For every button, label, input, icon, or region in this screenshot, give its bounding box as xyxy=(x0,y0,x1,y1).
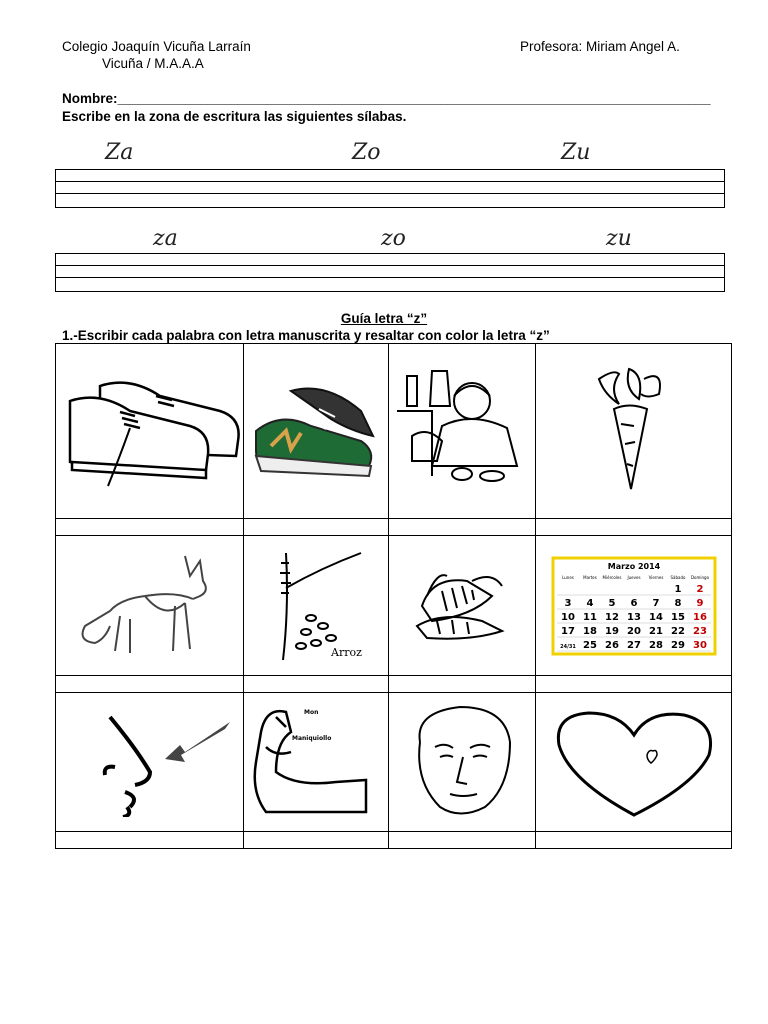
nose-icon xyxy=(65,707,235,817)
calendar-date: 20 xyxy=(626,625,641,637)
shoes-icon xyxy=(60,366,240,496)
corn-icon xyxy=(412,566,512,646)
calendar-date: 22 xyxy=(670,625,685,637)
calendar-date: 29 xyxy=(670,639,685,651)
syllable-upper-za: Za xyxy=(105,140,134,165)
teacher-name: Profesora: Miriam Angel A. xyxy=(520,39,680,54)
picture-cell xyxy=(536,693,732,832)
name-field[interactable]: Nombre:_______________________________________________________________________________ xyxy=(62,91,711,106)
calendar-date: 28 xyxy=(648,639,663,651)
calendar-date: 17 xyxy=(560,625,575,637)
guide-instruction: 1.-Escribir cada palabra con letra manuscrita y resaltar con color la letra “z” xyxy=(62,328,550,343)
calendar-day-header: Sábado xyxy=(670,574,685,580)
calendar-icon xyxy=(551,556,717,656)
calendar-date: 15 xyxy=(670,611,685,623)
calendar-date: 21 xyxy=(648,625,663,637)
calendar-date: 10 xyxy=(560,611,575,623)
guide-title: Guía letra “z” xyxy=(340,311,428,326)
syllable-lower-zo: zo xyxy=(381,226,406,251)
calendar-date: 19 xyxy=(604,625,619,637)
calendar-day-header: Viernes xyxy=(648,574,663,580)
write-cell[interactable] xyxy=(389,832,536,849)
syllable-upper-zo: Zo xyxy=(352,140,381,165)
picture-cell xyxy=(56,693,244,832)
write-cell[interactable] xyxy=(536,676,732,693)
picture-cell xyxy=(244,536,389,676)
calendar-title: Marzo 2014 xyxy=(607,561,660,571)
rice-label: Arroz xyxy=(331,646,362,659)
arm-icon xyxy=(246,702,386,822)
picture-cell xyxy=(389,536,536,676)
calendar-date: 7 xyxy=(652,597,659,609)
picture-cell xyxy=(389,693,536,832)
write-cell[interactable] xyxy=(244,676,389,693)
picture-cell xyxy=(56,536,244,676)
calendar-day-header: Miércoles xyxy=(602,574,621,580)
sneaker-icon xyxy=(251,371,381,491)
face-icon xyxy=(395,702,530,822)
calendar-date: 18 xyxy=(582,625,597,637)
write-cell[interactable] xyxy=(389,519,536,536)
rice-icon xyxy=(261,548,371,663)
calendar-date: 23 xyxy=(692,625,707,637)
write-cell[interactable] xyxy=(389,676,536,693)
calendar-date: 8 xyxy=(674,597,681,609)
picture-cell xyxy=(244,344,389,519)
arm-label-upper: Mon xyxy=(304,709,319,716)
calendar-date: 25 xyxy=(582,639,597,651)
calendar-date: 16 xyxy=(692,611,707,623)
calendar-date: 9 xyxy=(696,597,703,609)
fox-icon xyxy=(75,551,225,661)
picture-cell xyxy=(56,344,244,519)
calendar-date: 2 xyxy=(696,583,703,595)
school-name: Colegio Joaquín Vicuña Larraín xyxy=(62,39,251,54)
calendar-day-header: Martes xyxy=(582,574,597,580)
picture-cell xyxy=(536,536,732,676)
school-city: Vicuña / M.A.A.A xyxy=(102,56,204,71)
shoemaker-icon xyxy=(392,366,532,496)
write-cell[interactable] xyxy=(56,676,244,693)
calendar-date: 26 xyxy=(604,639,619,651)
heart-icon xyxy=(549,705,719,820)
carrot-icon xyxy=(589,364,679,499)
instruction-text: Escribe en la zona de escritura las siguientes sílabas. xyxy=(62,109,407,124)
syllable-upper-zu: Zu xyxy=(561,140,591,165)
writing-lines-lower[interactable] xyxy=(55,253,725,292)
picture-cell xyxy=(244,693,389,832)
calendar-date: 1 xyxy=(674,583,681,595)
calendar-date: 3 xyxy=(564,597,571,609)
picture-cell xyxy=(389,344,536,519)
write-cell[interactable] xyxy=(536,519,732,536)
calendar-date: 30 xyxy=(692,639,707,651)
writing-lines-upper[interactable] xyxy=(55,169,725,208)
calendar-date: 12 xyxy=(604,611,619,623)
syllable-lower-zu: zu xyxy=(606,226,632,251)
write-cell[interactable] xyxy=(244,519,389,536)
write-cell[interactable] xyxy=(56,519,244,536)
calendar-date: 11 xyxy=(582,611,597,623)
calendar-date: 4 xyxy=(586,597,593,609)
picture-grid xyxy=(55,343,732,849)
calendar-date: 27 xyxy=(626,639,641,651)
calendar-date: 14 xyxy=(648,611,663,623)
calendar-date: 13 xyxy=(626,611,641,623)
arm-label-lower: Maniquiollo xyxy=(292,735,332,742)
write-cell[interactable] xyxy=(536,832,732,849)
calendar-day-header: Lunes xyxy=(561,574,574,580)
syllable-lower-za: za xyxy=(153,226,178,251)
calendar-date: 6 xyxy=(630,597,637,609)
write-cell[interactable] xyxy=(56,832,244,849)
write-cell[interactable] xyxy=(244,832,389,849)
calendar-day-header: Domingo xyxy=(690,574,709,580)
picture-cell xyxy=(536,344,732,519)
calendar-date: 5 xyxy=(608,597,615,609)
calendar-date: 24/31 xyxy=(559,643,576,650)
calendar-day-header: Jueves xyxy=(626,574,641,580)
